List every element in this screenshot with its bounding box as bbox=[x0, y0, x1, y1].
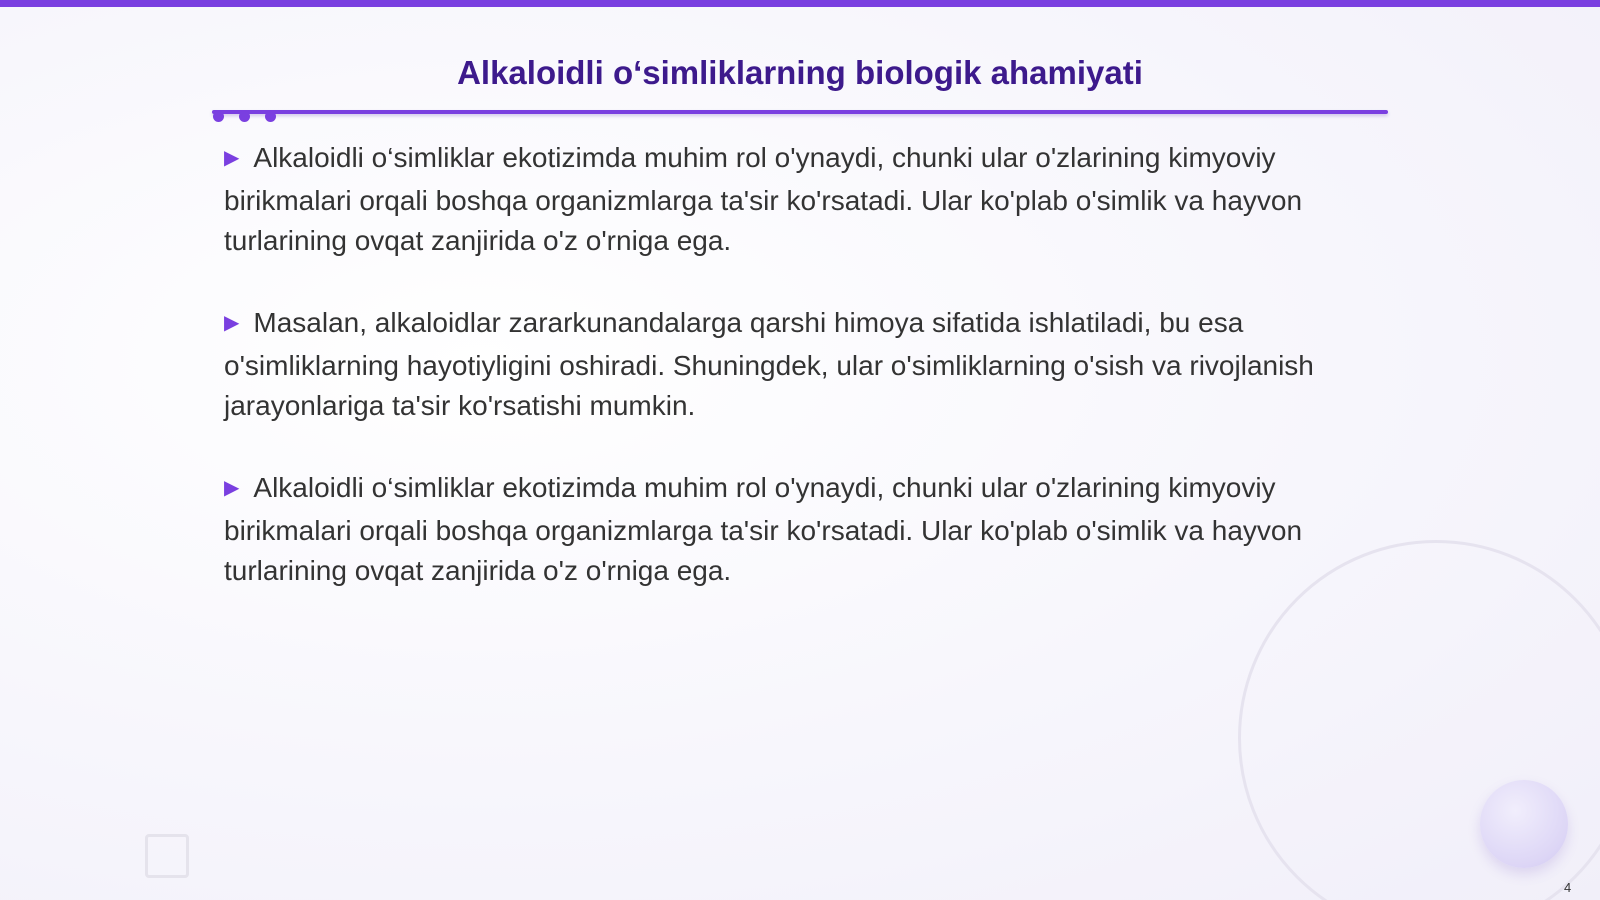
title-underline bbox=[212, 110, 1388, 114]
bullet-text: Masalan, alkaloidlar zararkunandalarga qarshi himoya sifatida ishlatiladi, bu esa o'simliklarning hayotiyligini oshiradi. Shuningdek, ular o'simliklarning o'sish va rivojlanish jarayonlariga ta'sir ko'rsatishi mumkin. bbox=[224, 307, 1314, 421]
decorative-dot-icon bbox=[265, 111, 276, 122]
bullet-item bbox=[224, 303, 1344, 426]
decorative-bubble bbox=[1480, 780, 1568, 868]
bullet-item bbox=[224, 138, 1344, 261]
slide-title: Alkaloidli o‘simliklarning biologik ahamiyati bbox=[457, 54, 1143, 91]
decorative-dot-icon bbox=[239, 111, 250, 122]
bullet-arrow-icon: ▶ bbox=[224, 147, 240, 169]
bullet-arrow-icon: ▶ bbox=[224, 477, 240, 499]
bullet-list bbox=[224, 138, 1344, 633]
bullet-item bbox=[224, 468, 1344, 591]
top-accent-bar bbox=[0, 0, 1600, 7]
decorative-square-outline bbox=[145, 834, 189, 878]
bullet-arrow-icon: ▶ bbox=[224, 312, 240, 334]
bullet-text: Alkaloidli o‘simliklar ekotizimda muhim rol o'ynaydi, chunki ular o'zlarining kimyoviy birikmalari orqali boshqa organizmlarga ta'sir ko'rsatadi. Ular ko'plab o'simlik va hayvon turlarining ovqat zanjirida o'z o'rniga ega. bbox=[224, 142, 1303, 256]
decorative-dot-icon bbox=[213, 111, 224, 122]
bullet-text: Alkaloidli o‘simliklar ekotizimda muhim rol o'ynaydi, chunki ular o'zlarining kimyoviy birikmalari orqali boshqa organizmlarga ta'sir ko'rsatadi. Ular ko'plab o'simlik va hayvon turlarining ovqat zanjirida o'z o'rniga ega. bbox=[224, 472, 1303, 586]
page-number: 4 bbox=[1564, 880, 1572, 895]
